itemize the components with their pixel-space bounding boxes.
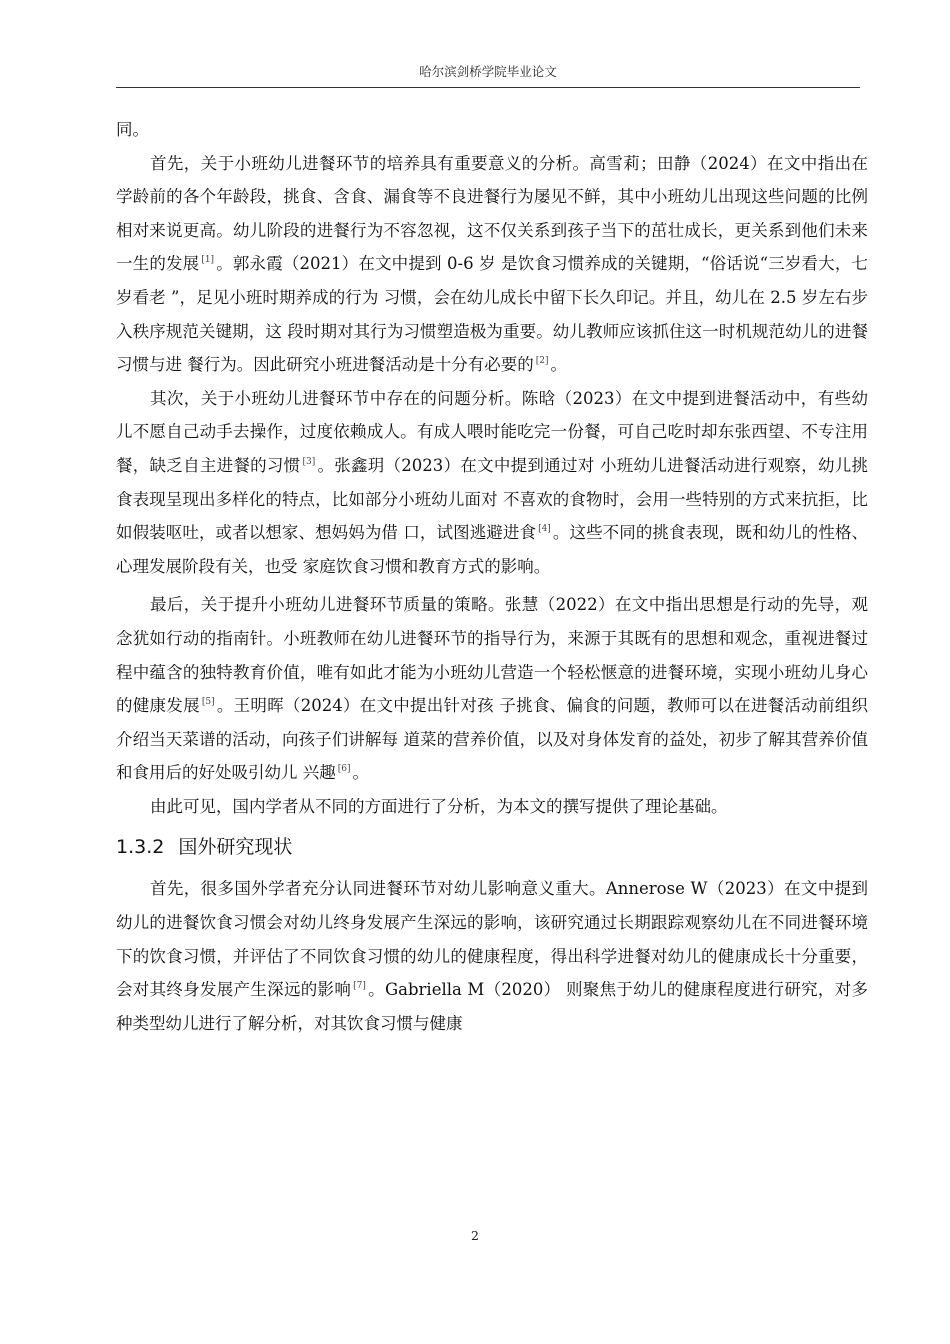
section-number: 1.3.2 (116, 836, 165, 859)
paragraph-importance (116, 147, 868, 382)
paragraph-strategies (116, 588, 868, 790)
page-body (116, 113, 868, 1040)
text-run: 。 (550, 355, 567, 375)
header-rule (116, 87, 860, 88)
paragraph-summary: 由此可见，国内学者从不同的方面进行了分析，为本文的撰写提供了理论基础。 (150, 796, 728, 816)
section-title: 国外研究现状 (178, 836, 293, 859)
text-run: 。Gabriella M（2020） 则聚焦于幼儿的健康程度进行研究，对多种类型幼儿进行了解分析，对其饮食习惯与健康 (116, 980, 869, 1033)
citation-ref-1[interactable]: [1] (201, 255, 215, 266)
citation-ref-3[interactable]: [3] (302, 456, 316, 467)
text-run: 。 (352, 763, 369, 783)
page-header: 哈尔滨剑桥学院毕业论文 (419, 64, 557, 79)
section-heading (116, 830, 868, 864)
citation-ref-5[interactable]: [5] (201, 697, 215, 708)
text-run: 首先，很多国外学者充分认同进餐环节对幼儿影响意义重大。Annerose W（2023）在文中提到幼儿的进餐饮食习惯会对幼儿终身发展产生深远的影响，该研究通过长期跟踪观察幼儿在不同进餐环境下的饮食习惯，并评估了不同饮食习惯的幼儿的健康程度，得出科学进餐对幼儿的健康成长十分重要，会对其终身发展产生深远的影响 (116, 879, 868, 1000)
text-run: 。张鑫玥（2023）在文中提到通过对 小班幼儿进餐活动进行观察，幼儿挑食表现呈现出多样化的特点，比如部分小班幼儿面对 不喜欢的食物时，会用一些特别的方式来抗拒，比如假装呕吐，或者以想家、想妈妈为借 口，试图逃避进食 (116, 455, 868, 543)
text-run: 。王明晖（2024）在文中提出针对孩 子挑食、偏食的问题，教师可以在进餐活动前组织介绍当天菜谱的活动，向孩子们讲解每 道菜的营养价值，以及对身体发育的益处，初步了解其营养价值和食用后的好处吸引幼儿 兴趣 (116, 696, 868, 783)
paragraph-foreign-research (116, 872, 868, 1040)
page-number: 2 (471, 1228, 479, 1243)
citation-ref-2[interactable]: [2] (535, 356, 549, 367)
text-run: 。这些不同的挑食表现，既和幼儿的性格、心理发展阶段有关，也受 家庭饮食习惯和教育方式的影响。 (116, 523, 869, 576)
paragraph-continuation: 同。 (116, 120, 149, 139)
text-run: 首先，关于小班幼儿进餐环节的培养具有重要意义的分析。高雪莉；田静（2024）在文中指出在学龄前的各个年龄段，挑食、含食、漏食等不良进餐行为屡见不鲜，其中小班幼儿出现这些问题的比例相对来说更高。幼儿阶段的进餐行为不容忽视，这不仅关系到孩子当下的茁壮成长，更关系到他们未来一生的发展 (116, 153, 868, 274)
text-run: 。郭永霞（2021）在文中提到 0-6 岁 是饮食习惯养成的关键期，“俗话说“三岁看大，七岁看老 ”，足见小班时期养成的行为 习惯，会在幼儿成长中留下长久印记。并且，幼儿在 2.5 岁左右步入秩序规范关键期，这 段时期对其行为习惯塑造极为重要。幼儿教师应该抓住这一时机规范幼儿的进餐习惯与进 餐行为。因此研究小班进餐活动是十分有必要的 (116, 254, 869, 375)
paragraph-problems (116, 382, 868, 584)
text-run: 其次，关于小班幼儿进餐环节中存在的问题分析。陈晗（2023）在文中提到进餐活动中，有些幼儿不愿自己动手去操作，过度依赖成人。有成人喂时能吃完一份餐，可自己吃时却东张西望、不专注用餐，缺乏自主进餐的习惯 (116, 388, 868, 475)
text-run: 最后，关于提升小班幼儿进餐环节质量的策略。张慧（2022）在文中指出思想是行动的先导，观念犹如行动的指南针。小班教师在幼儿进餐环节的指导行为，来源于其既有的思想和观念，重视进餐过程中蕴含的独特教育价值，唯有如此才能为小班幼儿营造一个轻松惬意的进餐环境，实现小班幼儿身心的健康发展 (116, 595, 868, 716)
citation-ref-7[interactable]: [7] (353, 981, 366, 992)
citation-ref-4[interactable]: [4] (538, 524, 551, 535)
citation-ref-6[interactable]: [6] (337, 764, 351, 775)
